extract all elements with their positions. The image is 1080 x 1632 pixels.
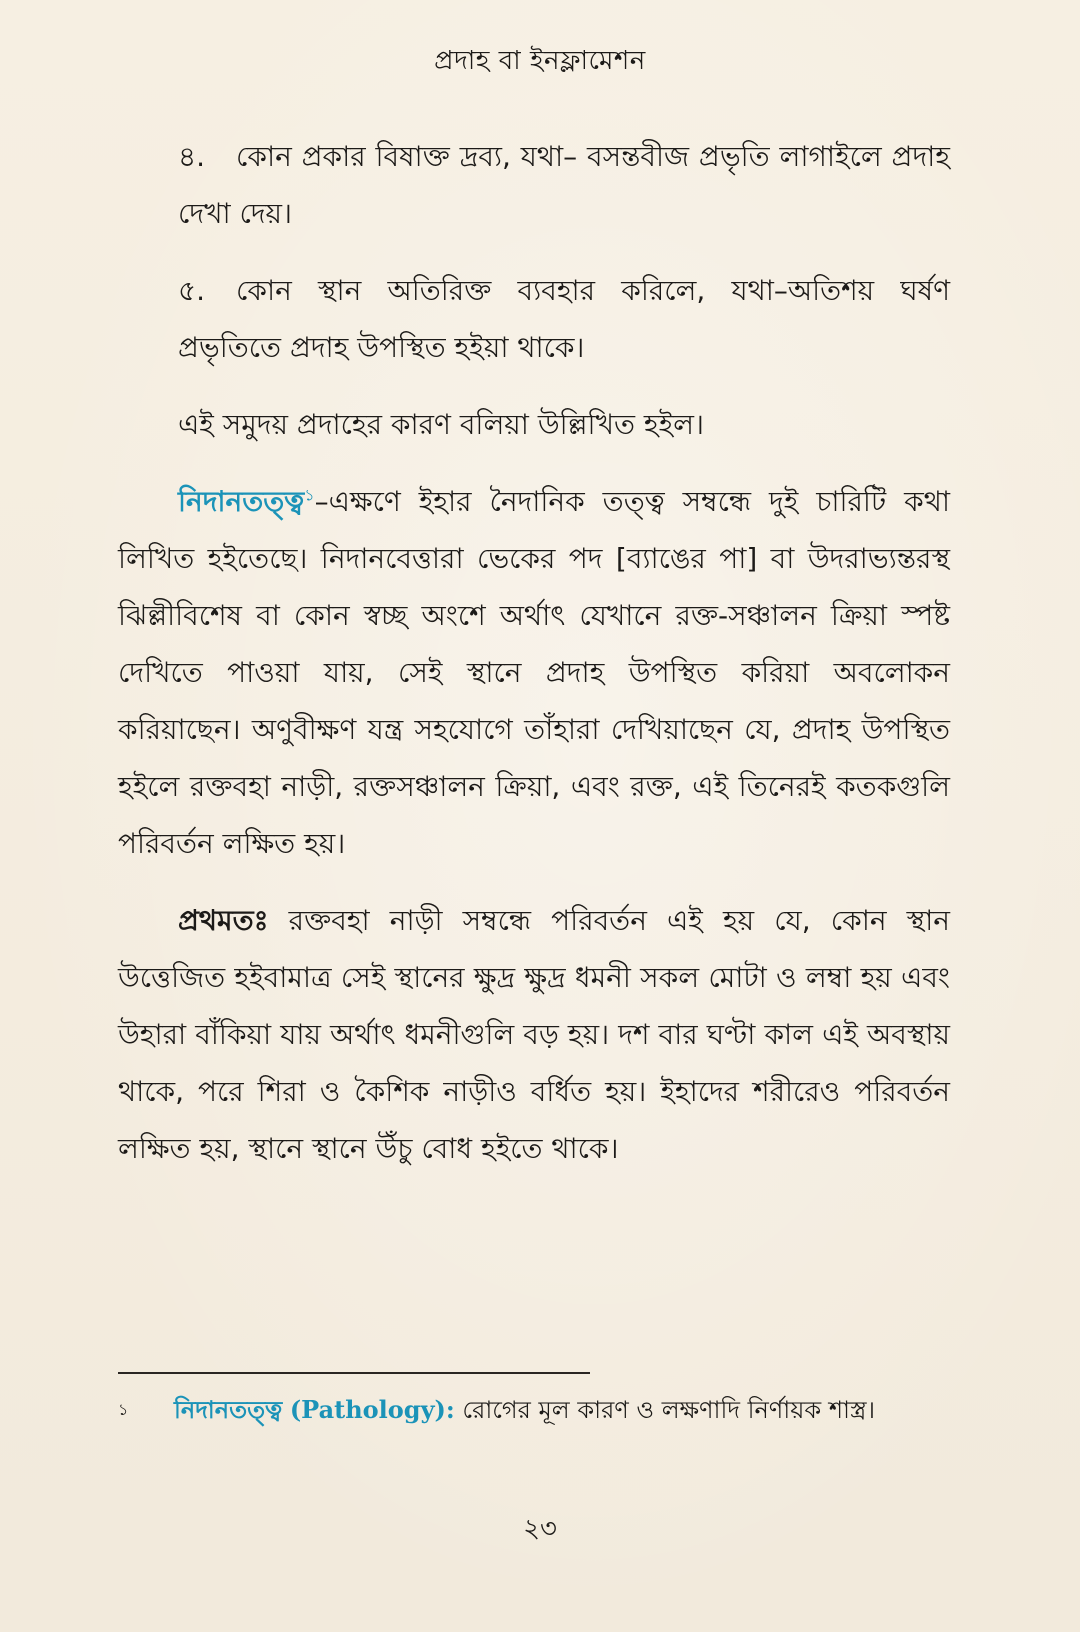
pathology-term: নিদানতত্ত্ব [178,485,305,518]
first-lead: প্রথমতঃ [178,904,269,937]
page-number: ২৩ [523,1514,557,1544]
footnote-latin-term: (Pathology): [289,1395,455,1424]
footnote-marker: ১ [118,1400,129,1419]
item-number: ৫. [178,274,206,307]
footnote-text: রোগের মূল কারণ ও লক্ষণাদি নির্ণায়ক শাস্ত্র। [454,1396,876,1424]
footnote [118,1392,968,1428]
running-head: প্রদাহ বা ইনফ্লামেশন [434,46,646,76]
list-item [118,128,950,242]
footnote-reference[interactable]: ১ [304,485,315,505]
item-text: কোন স্থান অতিরিক্ত ব্যবহার করিলে, যথা–অতিশয় ঘর্ষণ প্রভৃতিতে প্রদাহ উপস্থিত হইয়া থাকে। [178,274,950,364]
first-change-paragraph [118,892,950,1177]
footnote-term: নিদানতত্ত্ব [174,1396,283,1424]
first-text: রক্তবহা নাড়ী সম্বন্ধে পরিবর্তন এই হয় যে, কোন স্থান উত্তেজিত হইবামাত্র সেই স্থানের ক্ষুদ্র ক্ষুদ্র ধমনী সকল মোটা ও লম্বা হয় এবং উহারা বাঁকিয়া যায় অর্থাৎ ধমনীগুলি বড় হয়। দশ বার ঘণ্টা কাল এই অবস্থায় থাকে, পরে শিরা ও কৈশিক নাড়ীও বর্ধিত হয়। ইহাদের শরীরেও পরিবর্তন লক্ষিত হয়, স্থানে স্থানে উঁচু বোধ হইতে থাকে। [118,904,950,1165]
item-number: ৪. [178,140,206,173]
pathology-text: –এক্ষণে ইহার নৈদানিক তত্ত্ব সম্বন্ধে দুই চারিটি কথা লিখিত হইতেছে। নিদানবেত্তারা ভেকের পদ [ব্যাঙের পা] বা উদরাভ্যন্তরস্থ ঝিল্লীবিশেষ বা কোন স্বচ্ছ অংশে অর্থাৎ যেখানে রক্ত-সঞ্চালন ক্রিয়া স্পষ্ট দেখিতে পাওয়া যায়, সেই স্থানে প্রদাহ উপস্থিত করিয়া অবলোকন করিয়াছেন। অণুবীক্ষণ যন্ত্র সহযোগে তাঁহারা দেখিয়াছেন যে, প্রদাহ উপস্থিত হইলে রক্তবহা নাড়ী, রক্তসঞ্চালন ক্রিয়া, এবং রক্ত, এই তিনেরই কতকগুলি পরিবর্তন লক্ষিত হয়। [118,485,950,860]
pathology-paragraph [118,473,950,872]
summary-paragraph [118,396,950,453]
item-text: কোন প্রকার বিষাক্ত দ্রব্য, যথা– বসন্তবীজ প্রভৃতি লাগাইলে প্রদাহ দেখা দেয়। [178,140,950,230]
footnote-divider [118,1372,590,1374]
list-item [118,262,950,376]
summary-text: এই সমুদয় প্রদাহের কারণ বলিয়া উল্লিখিত হইল। [178,408,705,441]
body-text [118,128,950,1197]
